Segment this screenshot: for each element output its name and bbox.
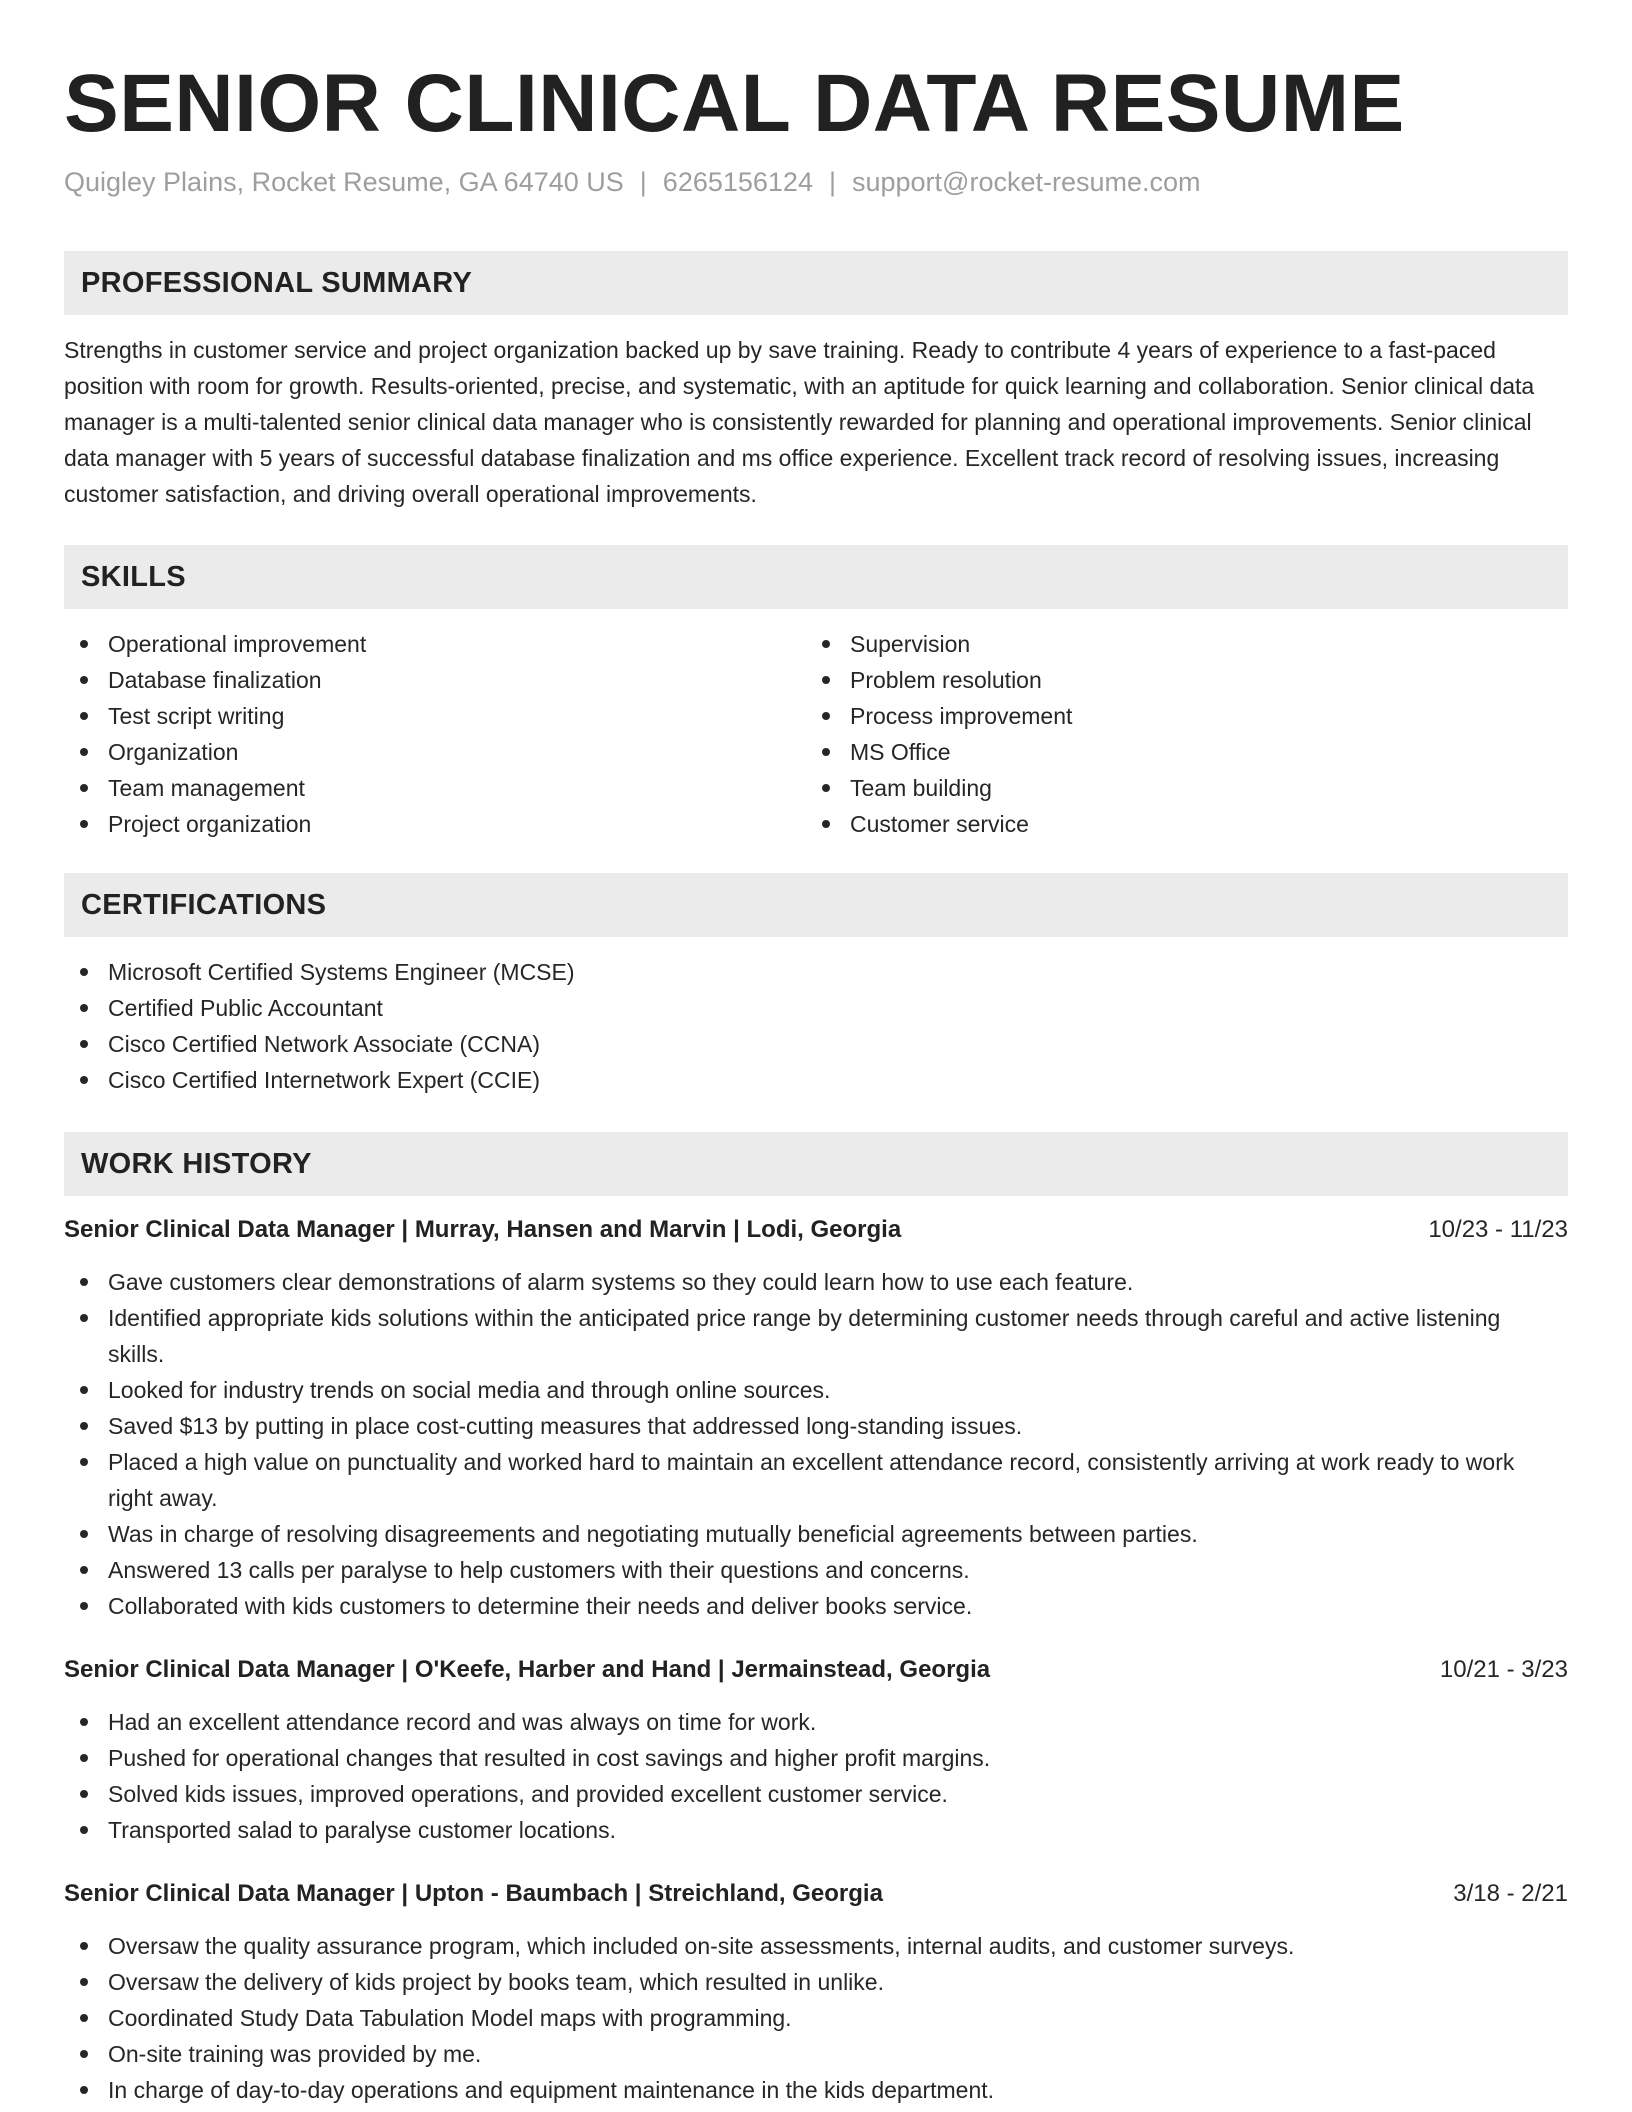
- section-header-summary: PROFESSIONAL SUMMARY: [64, 251, 1568, 315]
- certification-label: Microsoft Certified Systems Engineer (MCSE): [108, 959, 575, 985]
- job-bullet: [64, 1264, 1568, 1300]
- bullet-icon: [822, 784, 830, 792]
- summary-text: Strengths in customer service and project organization backed up by save training. Ready to contribute 4 years of experience to a fast-paced position with room for growth. Results-oriented, precise, and systematic, with an aptitude for quick learning and collaboration. Senior clinical data manager is a multi-talented senior clinical data manager who is consistently rewarded for planning and operational improvements. Senior clinical data manager with 5 years of successful database finalization and ms office experience. Excellent track record of resolving issues, increasing customer satisfaction, and driving overall operational improvements.: [64, 337, 1535, 507]
- contact-separator: |: [639, 167, 647, 197]
- skill-label: Team building: [850, 775, 992, 801]
- bullet-icon: [80, 1826, 88, 1834]
- bullet-icon: [80, 1754, 88, 1762]
- bullet-icon: [80, 1458, 88, 1466]
- certification-label: Certified Public Accountant: [108, 995, 383, 1021]
- certification-item: [64, 954, 1568, 990]
- bullet-icon: [80, 1004, 88, 1012]
- contact-address: Quigley Plains, Rocket Resume, GA 64740 US: [64, 167, 624, 197]
- bullet-icon: [80, 1942, 88, 1950]
- skill-item: [806, 698, 1548, 734]
- skill-label: Problem resolution: [850, 667, 1042, 693]
- job-header: [64, 1652, 1568, 1688]
- job-bullet: [64, 1704, 1568, 1740]
- skill-item: [64, 806, 806, 842]
- job-bullet-text: Had an excellent attendance record and was always on time for work.: [108, 1709, 817, 1735]
- job-bullet-text: Solved kids issues, improved operations, and provided excellent customer service.: [108, 1781, 948, 1807]
- bullet-icon: [822, 712, 830, 720]
- skill-label: Process improvement: [850, 703, 1073, 729]
- bullet-icon: [822, 676, 830, 684]
- job-bullet: [64, 2072, 1568, 2108]
- job-bullet: [64, 1740, 1568, 1776]
- bullet-icon: [80, 1978, 88, 1986]
- resume-page: [64, 58, 1568, 2108]
- bullet-icon: [80, 676, 88, 684]
- bullet-icon: [80, 1422, 88, 1430]
- skill-label: Database finalization: [108, 667, 322, 693]
- job-bullet-text: On-site training was provided by me.: [108, 2041, 482, 2067]
- bullet-icon: [80, 748, 88, 756]
- job-bullet: [64, 1372, 1568, 1408]
- job-bullet-text: Looked for industry trends on social media and through online sources.: [108, 1377, 831, 1403]
- job-bullet-text: Saved $13 by putting in place cost-cutting measures that addressed long-standing issues.: [108, 1413, 1023, 1439]
- job-bullet: [64, 1776, 1568, 1812]
- skill-label: MS Office: [850, 739, 951, 765]
- skill-label: Operational improvement: [108, 631, 367, 657]
- certification-item: [64, 1026, 1568, 1062]
- skill-item: [64, 734, 806, 770]
- page-title: SENIOR CLINICAL DATA RESUME: [64, 58, 1405, 149]
- skill-item: [806, 770, 1548, 806]
- job-dates: 3/18 - 2/21: [1453, 1880, 1568, 1907]
- job-bullet: [64, 1408, 1568, 1444]
- skill-item: [806, 734, 1548, 770]
- contact-separator: |: [828, 167, 836, 197]
- bullet-icon: [80, 1602, 88, 1610]
- skill-item: [64, 770, 806, 806]
- job-header: [64, 1876, 1568, 1912]
- bullet-icon: [822, 820, 830, 828]
- job-bullets: [64, 1264, 1568, 1624]
- contact-phone: 6265156124: [662, 167, 813, 197]
- job-bullets: [64, 1704, 1568, 1848]
- bullet-icon: [80, 1278, 88, 1286]
- job-bullet-text: In charge of day-to-day operations and equipment maintenance in the kids department.: [108, 2077, 995, 2103]
- bullet-icon: [80, 1718, 88, 1726]
- job-entry: [64, 1876, 1568, 2108]
- skill-label: Project organization: [108, 811, 312, 837]
- job-bullet-text: Placed a high value on punctuality and worked hard to maintain an excellent attendance record, consistently arriving at work ready to work right away.: [108, 1449, 1515, 1511]
- contact-line: [64, 164, 1568, 200]
- job-bullet-text: Oversaw the quality assurance program, which included on-site assessments, internal audits, and customer surveys.: [108, 1933, 1295, 1959]
- job-bullet-text: Identified appropriate kids solutions within the anticipated price range by determining customer needs through careful and active listening skills.: [108, 1305, 1501, 1367]
- skills-grid: [64, 626, 1568, 842]
- bullet-icon: [80, 712, 88, 720]
- job-bullet: [64, 1812, 1568, 1848]
- job-bullet-text: Gave customers clear demonstrations of alarm systems so they could learn how to use each feature.: [108, 1269, 1134, 1295]
- contact-email: support@rocket-resume.com: [851, 167, 1201, 197]
- job-dates: 10/23 - 11/23: [1428, 1216, 1568, 1243]
- skills-list-left: [64, 626, 806, 842]
- job-title: Senior Clinical Data Manager | Upton - Baumbach | Streichland, Georgia: [64, 1880, 883, 1907]
- job-bullets: [64, 1928, 1568, 2108]
- job-entry: [64, 1212, 1568, 1624]
- bullet-icon: [80, 820, 88, 828]
- bullet-icon: [80, 2086, 88, 2094]
- skill-label: Team management: [108, 775, 305, 801]
- skill-item: [806, 626, 1548, 662]
- job-bullet: [64, 1516, 1568, 1552]
- certifications-list: [64, 954, 1568, 1098]
- job-bullet: [64, 2000, 1568, 2036]
- bullet-icon: [80, 1566, 88, 1574]
- job-bullet-text: Answered 13 calls per paralyse to help customers with their questions and concerns.: [108, 1557, 970, 1583]
- bullet-icon: [80, 968, 88, 976]
- certification-label: Cisco Certified Internetwork Expert (CCIE): [108, 1067, 541, 1093]
- job-dates: 10/21 - 3/23: [1439, 1656, 1568, 1683]
- job-bullet-text: Transported salad to paralyse customer locations.: [108, 1817, 616, 1843]
- bullet-icon: [80, 784, 88, 792]
- job-entry: [64, 1652, 1568, 1848]
- job-title: Senior Clinical Data Manager | Murray, Hansen and Marvin | Lodi, Georgia: [64, 1216, 902, 1243]
- skill-label: Organization: [108, 739, 239, 765]
- job-bullet: [64, 1964, 1568, 2000]
- job-title: Senior Clinical Data Manager | O'Keefe, Harber and Hand | Jermainstead, Georgia: [64, 1656, 991, 1683]
- job-bullet: [64, 1444, 1568, 1516]
- job-bullet-text: Was in charge of resolving disagreements and negotiating mutually beneficial agreements between parties.: [108, 1521, 1198, 1547]
- section-header-work-history: WORK HISTORY: [64, 1132, 1568, 1196]
- skill-item: [806, 806, 1548, 842]
- section-header-skills: SKILLS: [64, 545, 1568, 609]
- job-bullet: [64, 2036, 1568, 2072]
- certification-item: [64, 1062, 1568, 1098]
- job-bullet-text: Collaborated with kids customers to determine their needs and deliver books service.: [108, 1593, 973, 1619]
- skill-item: [64, 626, 806, 662]
- skill-item: [806, 662, 1548, 698]
- job-bullet: [64, 1552, 1568, 1588]
- job-header: [64, 1212, 1568, 1248]
- skills-list-right: [806, 626, 1548, 842]
- bullet-icon: [80, 2014, 88, 2022]
- bullet-icon: [80, 1386, 88, 1394]
- job-bullet-text: Oversaw the delivery of kids project by books team, which resulted in unlike.: [108, 1969, 884, 1995]
- job-bullet: [64, 1928, 1568, 1964]
- skill-label: Supervision: [850, 631, 971, 657]
- job-bullet-text: Coordinated Study Data Tabulation Model maps with programming.: [108, 2005, 792, 2031]
- skill-item: [64, 698, 806, 734]
- skill-item: [64, 662, 806, 698]
- bullet-icon: [80, 1530, 88, 1538]
- certification-item: [64, 990, 1568, 1026]
- bullet-icon: [80, 1314, 88, 1322]
- bullet-icon: [80, 1040, 88, 1048]
- bullet-icon: [80, 1790, 88, 1798]
- bullet-icon: [80, 2050, 88, 2058]
- skill-label: Test script writing: [108, 703, 285, 729]
- bullet-icon: [80, 640, 88, 648]
- job-bullet: [64, 1300, 1568, 1372]
- skill-label: Customer service: [850, 811, 1029, 837]
- bullet-icon: [822, 748, 830, 756]
- bullet-icon: [80, 1076, 88, 1084]
- certification-label: Cisco Certified Network Associate (CCNA): [108, 1031, 541, 1057]
- bullet-icon: [822, 640, 830, 648]
- job-bullet-text: Pushed for operational changes that resulted in cost savings and higher profit margins.: [108, 1745, 991, 1771]
- job-bullet: [64, 1588, 1568, 1624]
- section-header-certifications: CERTIFICATIONS: [64, 873, 1568, 937]
